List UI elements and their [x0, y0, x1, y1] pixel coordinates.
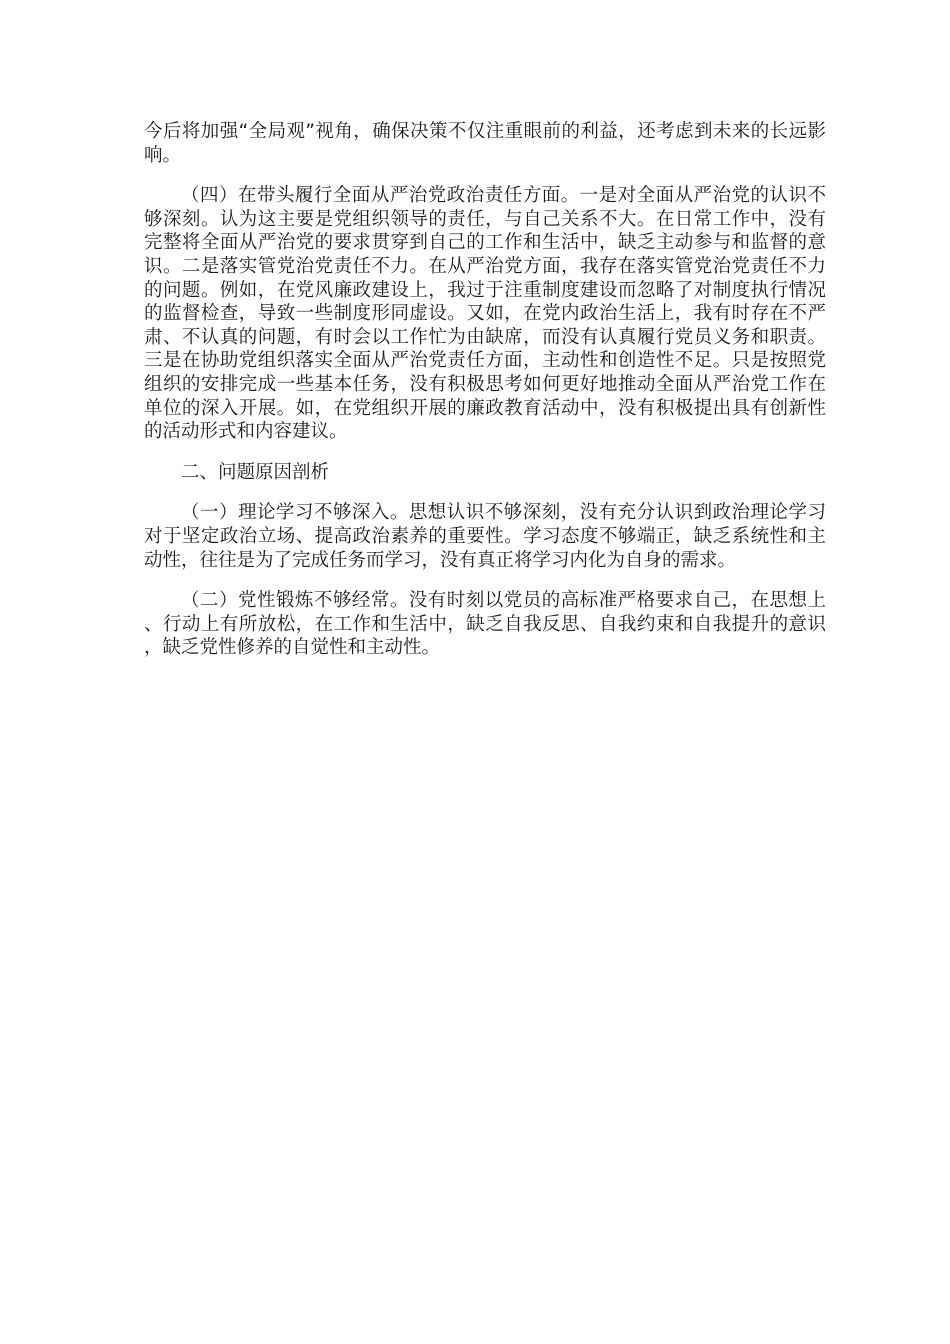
paragraph-continuation: 今后将加强“全局观”视角，确保决策不仅注重眼前的利益，还考虑到未来的长远影响。: [144, 121, 826, 166]
paragraph-section-four: （四）在带头履行全面从严治党政治责任方面。一是对全面从严治党的认识不够深刻。认为这主要是党组织领导的责任，与自己关系不大。在日常工作中，没有完整将全面从严治党的要求贯穿到自己的工作和生活中，缺乏主动参与和监督的意识。二是落实管党治党责任不力。在从严治党方面，我存在落实管党治党责任不力的问题。例如，在党风廉政建设上，我过于注重制度建设而忽略了对制度执行情况的监督检查，导致一些制度形同虚设。又如，在党内政治生活上，我有时存在不严肃、不认真的问题，有时会以工作忙为由缺席，而没有认真履行党员义务和职责。三是在协助党组织落实全面从严治党责任方面，主动性和创造性不足。只是按照党组织的安排完成一些基本任务，没有积极思考如何更好地推动全面从严治党工作在单位的深入开展。如，在党组织开展的廉政教育活动中，没有积极提出具有创新性的活动形式和内容建议。: [144, 185, 826, 443]
paragraph-cause-one: （一）理论学习不够深入。思想认识不够深刻，没有充分认识到政治理论学习对于坚定政治立场、提高政治素养的重要性。学习态度不够端正，缺乏系统性和主动性，往往是为了完成任务而学习，没有真正将学习内化为自身的需求。: [144, 502, 826, 571]
document-body: [144, 120, 826, 677]
section-heading-cause-analysis: 二、问题原因剖析: [181, 461, 330, 483]
paragraph-cause-two: （二）党性锻炼不够经常。没有时刻以党员的高标准严格要求自己，在思想上、行动上有所放松，在工作和生活中，缺乏自我反思、自我约束和自我提升的意识，缺乏党性修养的自觉性和主动性。: [144, 590, 826, 659]
